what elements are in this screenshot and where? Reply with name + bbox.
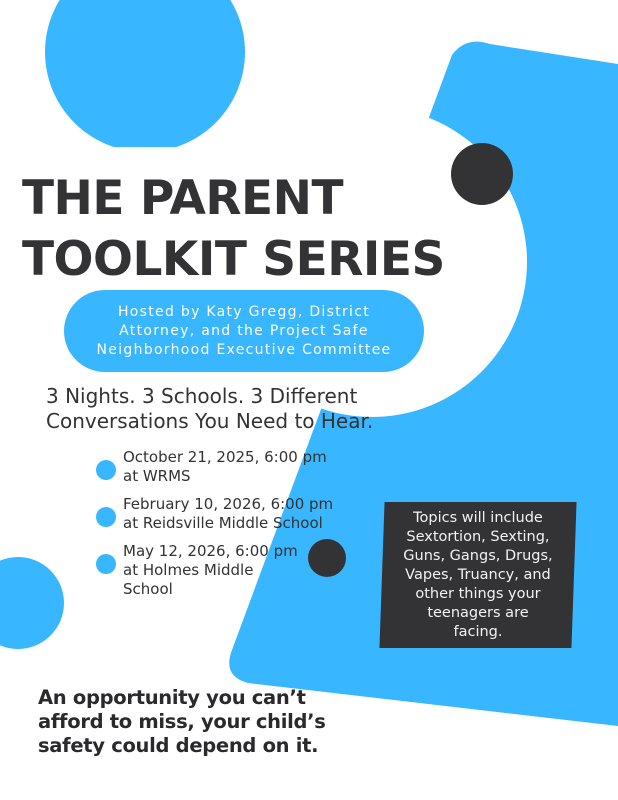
event-item: [96, 448, 356, 486]
closing-line-3: safety could depend on it.: [38, 734, 319, 757]
top-blue-circle: [45, 0, 245, 152]
topics-line: Topics will include: [413, 509, 543, 526]
topics-text: [389, 509, 567, 642]
event-location: at Reidsville Middle School: [123, 514, 323, 532]
event-location: at Holmes Middle: [123, 561, 254, 579]
closing-line-1: An opportunity you can’t: [38, 686, 306, 709]
event-item: [96, 542, 356, 599]
left-blue-circle: [0, 557, 64, 649]
event-location-cont: School: [123, 580, 173, 598]
event-date: October 21, 2025, 6:00 pm: [123, 448, 327, 466]
host-line-1: Hosted by Katy Gregg, District: [117, 303, 371, 320]
tagline-line-2: Conversations You Need to Hear.: [46, 409, 374, 433]
bullet-dot-icon: [96, 460, 116, 480]
bullet-dot-icon: [96, 554, 116, 574]
topics-line: Vapes, Truancy, and: [405, 566, 551, 583]
host-banner: [64, 290, 424, 372]
event-date: May 12, 2026, 6:00 pm: [123, 542, 298, 560]
topics-box: [379, 502, 576, 648]
tagline-line-1: 3 Nights. 3 Schools. 3 Different: [46, 384, 358, 408]
topics-line: Guns, Gangs, Drugs,: [403, 547, 553, 564]
title-line-2: TOOLKIT SERIES: [22, 232, 445, 287]
bullet-dot-icon: [96, 507, 116, 527]
topics-line: other things your: [415, 585, 541, 602]
event-location: at WRMS: [123, 467, 191, 485]
event-date: February 10, 2026, 6:00 pm: [123, 495, 334, 513]
host-line-3: Neighborhood Executive Committee: [96, 341, 392, 358]
topics-line: Sextortion, Sexting,: [406, 528, 550, 545]
closing-statement: [38, 686, 338, 758]
topics-line: facing.: [453, 623, 503, 640]
dark-circle-large: [451, 143, 513, 205]
page-title: [22, 168, 445, 290]
host-line-2: Attorney, and the Project Safe: [119, 322, 369, 339]
event-list: [96, 448, 356, 608]
tagline: [46, 384, 426, 434]
event-item: [96, 495, 356, 533]
closing-line-2: afford to miss, your child’s: [38, 710, 326, 733]
topics-line: teenagers are: [427, 604, 529, 621]
title-line-1: THE PARENT: [22, 171, 344, 226]
